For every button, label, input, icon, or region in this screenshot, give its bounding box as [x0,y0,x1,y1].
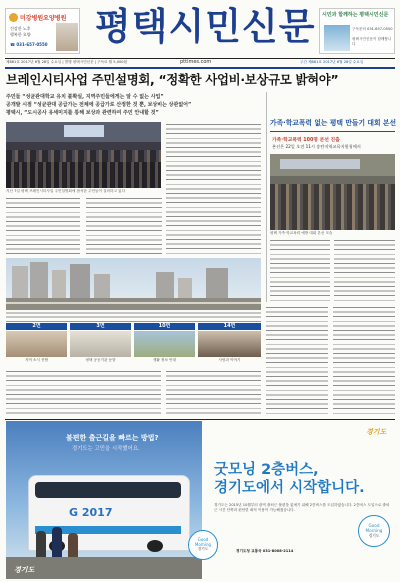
right-issue-info: 주간 제861호 2017년 6월 28일 수요일 [300,60,364,64]
ad-right-body: 경기도는 2015년 10월부터 광역 출퇴근 불편을 없애기 위해 2층버스를 도입하였습니다. 2층버스 도입으로 출퇴근 시간 단축과 편안한 좌석 이용이 가능해졌습니다. [214,503,390,513]
badge-bottom: 경기도 [368,533,380,538]
right-story-subhead2: 본선은 22일 오전 11시 송탄지역교육지원청에서 [272,144,361,149]
ad-left-title: 불편한 출근길을 빠르는 방법? [66,434,159,442]
strip-caption: 생활 정보 안내 [152,358,177,362]
good-morning-badge-right [358,515,390,547]
strip-thumb [134,331,195,357]
left-ad-line: 건강한 노후 [10,26,31,31]
right-lower-column [266,305,328,417]
strip-label: 10면 [134,323,195,330]
ad-top-rule [5,419,395,420]
strip-thumb [6,331,67,357]
left-lower-column [6,369,161,417]
lead-photo-meeting [6,122,161,188]
strip-thumb [70,331,131,357]
bus-text: G 2017 [69,506,113,519]
strip-item[interactable] [198,323,261,367]
city-photo-caption [6,311,261,319]
lead-body-column [6,196,80,254]
left-ad-phone: ☎ 031-657-0550 [10,42,48,47]
left-ad-name: 미강병원요양병원 [20,15,67,22]
strip-caption: 사람과 이야기 [218,358,241,362]
right-ad-line: 평택시민신문이 함께합니다 [352,37,392,46]
ad-right-contact: 경기도청 교통국 031-8008-2114 [236,549,294,553]
right-ad-name: 시민과 함께하는 평택시민신문 [322,12,389,18]
badge-bottom: 경기도 [197,547,209,551]
masthead-bottom-rule [5,67,395,69]
ad-left-sub: 경기도는 고민을 시작했어요. [72,446,140,452]
strip-label: 14면 [198,323,261,330]
mid-lower-column [166,369,261,417]
strip-top-rule [6,321,261,322]
right-story-subhead: 가족·학교폭력 100명 본선 진출 [272,138,340,143]
right-lower-column [333,305,395,417]
newspaper-title[interactable]: 평택시민신문 [95,4,316,48]
strip-item[interactable] [134,323,195,367]
lead-body-column [166,122,261,254]
strip-label: 3면 [70,323,131,330]
right-ad-photo [324,25,350,51]
deck-line: 공개발 시점 “성균관대 공급가는 전체에 공급가로 산정한 것 뿐, 보상비는 상관없어” [6,102,192,108]
ad-left-logo: 경기도 [14,566,35,574]
left-masthead-ad[interactable] [5,8,80,54]
deck-line: 주민들 “성균관대학교 유치 불확실, 지역주민들에게는 알 수 없는 사업” [6,94,164,100]
right-story-body [270,238,330,302]
right-story-body [334,238,395,302]
lead-body-column [86,196,162,254]
ad-right-headline-1: 굿모닝 2층버스, [214,462,319,478]
ad-right-logo: 경기도 [366,428,387,436]
strip-caption: 지역 소식 종합 [24,358,49,362]
site-url[interactable]: pttimes.com [180,59,212,65]
strip-caption: 평택 공공기관 동향 [85,358,116,362]
right-story-title[interactable]: 가족·학교폭력 없는 평택 만들기 대회 본선 [270,119,397,127]
deck-line: 평택시, “도시공사 유세미지를 통해 보상과 관련하여 주민 안내할 것” [6,110,159,116]
headline-deck [6,93,261,117]
right-ad-line: 구독문의 031-657-0550 [352,27,393,31]
double-decker-ad-photo[interactable] [6,421,202,579]
right-story-caption: 평택 가족·학교폭력 예방 대회 본선 모습 [270,231,333,235]
strip-item[interactable] [70,323,131,367]
left-ad-photo [56,23,78,51]
badge-mid: Morning [365,528,383,533]
ad-right-headline-2: 경기도에서 시작합니다. [214,480,365,496]
right-story-rule [270,131,395,132]
section-strip [6,323,261,367]
ad-right-panel[interactable] [206,421,396,579]
badge-mid: Morning [194,542,212,547]
main-headline[interactable]: 브레인시티사업 주민설명회, “정확한 사업비·보상규모 밝혀야” [6,72,339,87]
left-ad-line: 행복한 요양 [10,32,31,37]
right-story-photo [270,154,395,230]
strip-item[interactable] [6,323,67,367]
issue-info: 제861호 2017년 6월 28일 수요일 | 발행 평택시민신문 | 구독료 월 5,000원 [6,60,128,64]
strip-label: 2면 [6,323,67,330]
city-skyline-photo [6,258,261,310]
lead-photo-caption: 지난 7일 평택 브레인시티사업 주민설명회에 참석한 주민들이 질의하고 있다 [6,189,126,193]
strip-thumb [198,331,261,357]
right-masthead-ad[interactable] [319,8,395,54]
badge-top: Good [368,523,380,528]
badge-top: Good [197,537,209,542]
hospital-logo-icon [9,13,18,22]
